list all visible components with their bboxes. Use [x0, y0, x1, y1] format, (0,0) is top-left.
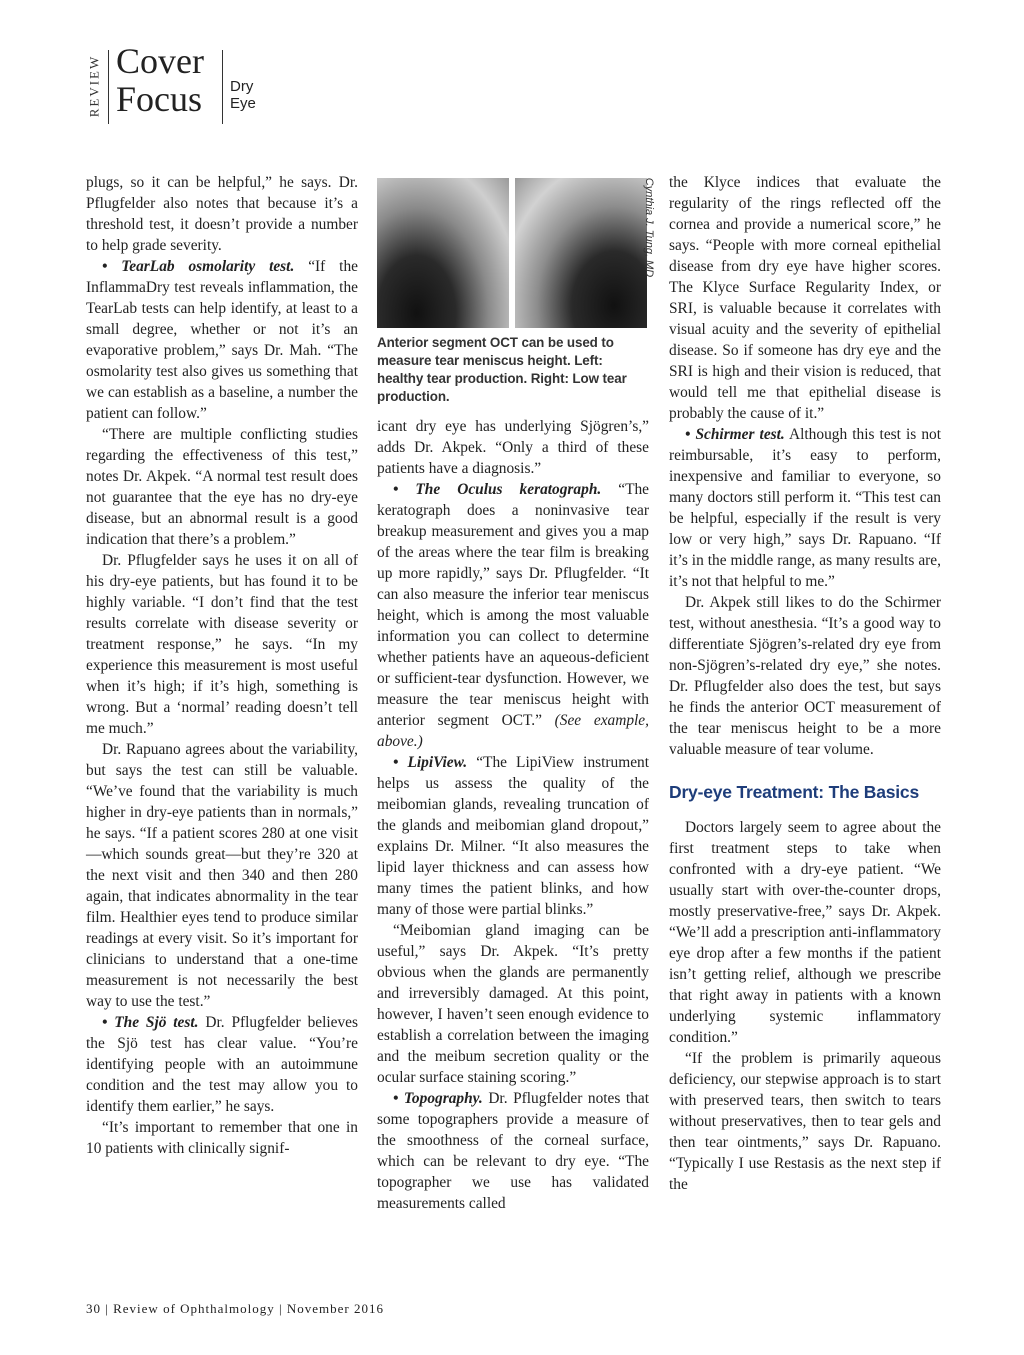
title-line-focus: Focus — [116, 79, 203, 119]
item-text: Dr. Pflugfelder notes that some topographers provide a measure of the smoothness of the corneal surface, which can be relevant to dry eye. “The topographer we use has validated measurements called — [377, 1090, 649, 1212]
photo-credit: Cynthia J. Tung, MD — [643, 177, 656, 277]
header-divider-left — [108, 50, 109, 124]
item-text: Dr. Pflugfelder believes the Sjö test has clear value. “You’re identifying people with an autoimmune condition and the test may allow you to identify them earlier,” he says. — [86, 1014, 358, 1115]
oct-figure — [377, 172, 656, 330]
oct-image-healthy — [377, 178, 509, 328]
cover-focus-title — [116, 42, 204, 118]
page-footer: 30 | Review of Ophthalmology | November 2016 — [86, 1301, 384, 1316]
section-heading: Dry-eye Treatment: The Basics — [669, 782, 920, 802]
section-label: Dry Eye — [230, 78, 256, 112]
paragraph — [377, 479, 649, 752]
paragraph: plugs, so it can be helpful,” he says. Dr. Pflugfelder also notes that because it’s a threshold test, it doesn’t provide a number to help grade severity. — [86, 174, 358, 254]
title-line-cover: Cover — [116, 41, 204, 81]
column-3 — [669, 172, 941, 1195]
paragraph: Doctors largely seem to agree about the first treatment steps to take when confronted with a dry-eye patient. “We usually start with over-the-counter drops, mostly preservative-free,” says Dr. Akpek. “We’ll add a prescription anti-inflammatory eye drop after a few months if the patient isn’t getting relief, although we prescribe that right away in patients with a known underlying systemic inflammatory condition.” — [669, 819, 941, 1046]
paragraph — [377, 752, 649, 920]
paragraph: the Klyce indices that evaluate the regularity of the rings reflected off the cornea and provide a numerical score,” he says. “People with more corneal epithelial disease from dry eye have higher scores. The Klyce Surface Regularity Index, or SRI, is valuable because it correlates with visual acuity and the severity of epithelial disease. So if someone has dry eye and the SRI is high and their vision is reduced, that would tell me that epithelial disease is probably the cause of it.” — [669, 174, 941, 422]
item-lead: • Topography. — [393, 1090, 483, 1107]
item-text: “If the InflammaDry test reveals inflammation, the TearLab tests can help identify, at least to a small degree, whether or not it’s an evaporative problem,” says Dr. Mah. “The osmolarity test also gives us something that we can establish as a baseline, a number the patient can follow.” — [86, 258, 358, 422]
item-lead: • TearLab osmolarity test. — [102, 258, 295, 275]
paragraph — [377, 1088, 649, 1214]
item-text: “The LipiView instrument helps us assess the quality of the meibomian glands, revealing truncation of the glands and meibomian gland dropout,” explains Dr. Milner. “It also measures the lipid layer thickness and can assess how many times the patient blinks, and how many of those were partial blinks.” — [377, 754, 649, 918]
item-text: Although this test is not reimbursable, it’s easy to perform, inexpensive and familiar to everyone, so many doctors still perform it. “This test can be helpful, especially if the result is very low or very high,” says Dr. Rapuano. “If it’s in the middle range, as many results are, it’s not that helpful to me.” — [669, 426, 942, 590]
paragraph: “Meibomian gland imaging can be useful,” says Dr. Akpek. “It’s pretty obvious when the glands are permanently and irreversibly damaged. At this point, however, I haven’t seen enough evidence to establish a correlation between the imaging and the meibum secretion quality or the ocular surface staining scoring.” — [377, 922, 649, 1086]
figure-caption: Anterior segment OCT can be used to measure tear meniscus height. Left: healthy tear production. Right: Low tear production. — [377, 335, 627, 404]
item-lead: • The Sjö test. — [102, 1014, 199, 1031]
item-lead: • LipiView. — [393, 754, 468, 771]
paragraph: Dr. Rapuano agrees about the variability, but says the test can still be valuable. “We’ve found that the variability is much higher in dry-eye patients than in normals,” he says. “If a patient scores 280 at one visit—which sounds great—but they’re 320 at the next visit and then 340 and then 280 again, that indicates abnormality in the tear film. Healthier eyes tend to produce similar readings at every visit. So it’s important for clinicians to understand that a one-time measurement is not necessarily the best way to use the test.” — [86, 741, 358, 1010]
review-label-wrap — [84, 46, 104, 126]
paragraph: “It’s important to remember that one in 10 patients with clinically signif- — [86, 1119, 358, 1157]
item-text: “The keratograph does a noninvasive tear breakup measurement and gives you a map of the areas where the tear film is breaking up more rapidly,” says Dr. Pflugfelder. “It can also measure the inferior tear meniscus height, which is among the most valuable information you can collect to determine whether patients have an aqueous-deficient or sufficient-tear dysfunction. However, we measure the tear meniscus height with anterior segment OCT.” — [377, 481, 650, 729]
item-lead: • Schirmer test. — [685, 426, 785, 443]
paragraph: Dr. Akpek still likes to do the Schirmer test, without anesthesia. “It’s a good way to differentiate Sjögren’s-related dry eye from non-Sjögren’s-related dry eye,” she notes. Dr. Pflugfelder also does the test, but says he finds the anterior OCT measurement of the tear meniscus height to be a more valuable measure of tear volume. — [669, 594, 941, 758]
paragraph: icant dry eye has underlying Sjögren’s,” adds Dr. Akpek. “Only a third of these patients have a diagnosis.” — [377, 418, 649, 477]
column-2 — [377, 172, 656, 1214]
oct-image-low — [515, 178, 647, 328]
paragraph: Dr. Pflugfelder says he uses it on all of his dry-eye patients, but has found it to be highly variable. “I don’t find that the test results correlate with disease severity or treatment response,” he says. “In my experience this measurement is most useful when it’s high; if it’s high, something is wrong. But a ‘normal’ reading doesn’t tell me much.” — [86, 552, 358, 737]
column-1 — [86, 172, 358, 1159]
paragraph: “There are multiple conflicting studies regarding the effectiveness of this test,” notes Dr. Akpek. “A normal test result does not guarantee that the eye has no dry-eye disease, but an abnormal result is a good indication that there’s a problem.” — [86, 426, 358, 548]
paragraph — [86, 256, 358, 424]
paragraph — [669, 424, 941, 592]
review-label: REVIEW — [86, 54, 102, 118]
paragraph: “If the problem is primarily aqueous deficiency, our stepwise approach is to start with preserved tears, then switch to tears without preservatives, then to tear gels and then tear ointments,” says Dr. Rapuano. “Typically I use Restasis as the next step if the — [669, 1050, 941, 1193]
header-divider-right — [222, 50, 223, 124]
item-note: (See example, above.) — [377, 712, 649, 750]
photo-credit-wrap — [641, 172, 657, 282]
paragraph — [86, 1012, 358, 1117]
item-lead: • The Oculus keratograph. — [393, 481, 602, 498]
